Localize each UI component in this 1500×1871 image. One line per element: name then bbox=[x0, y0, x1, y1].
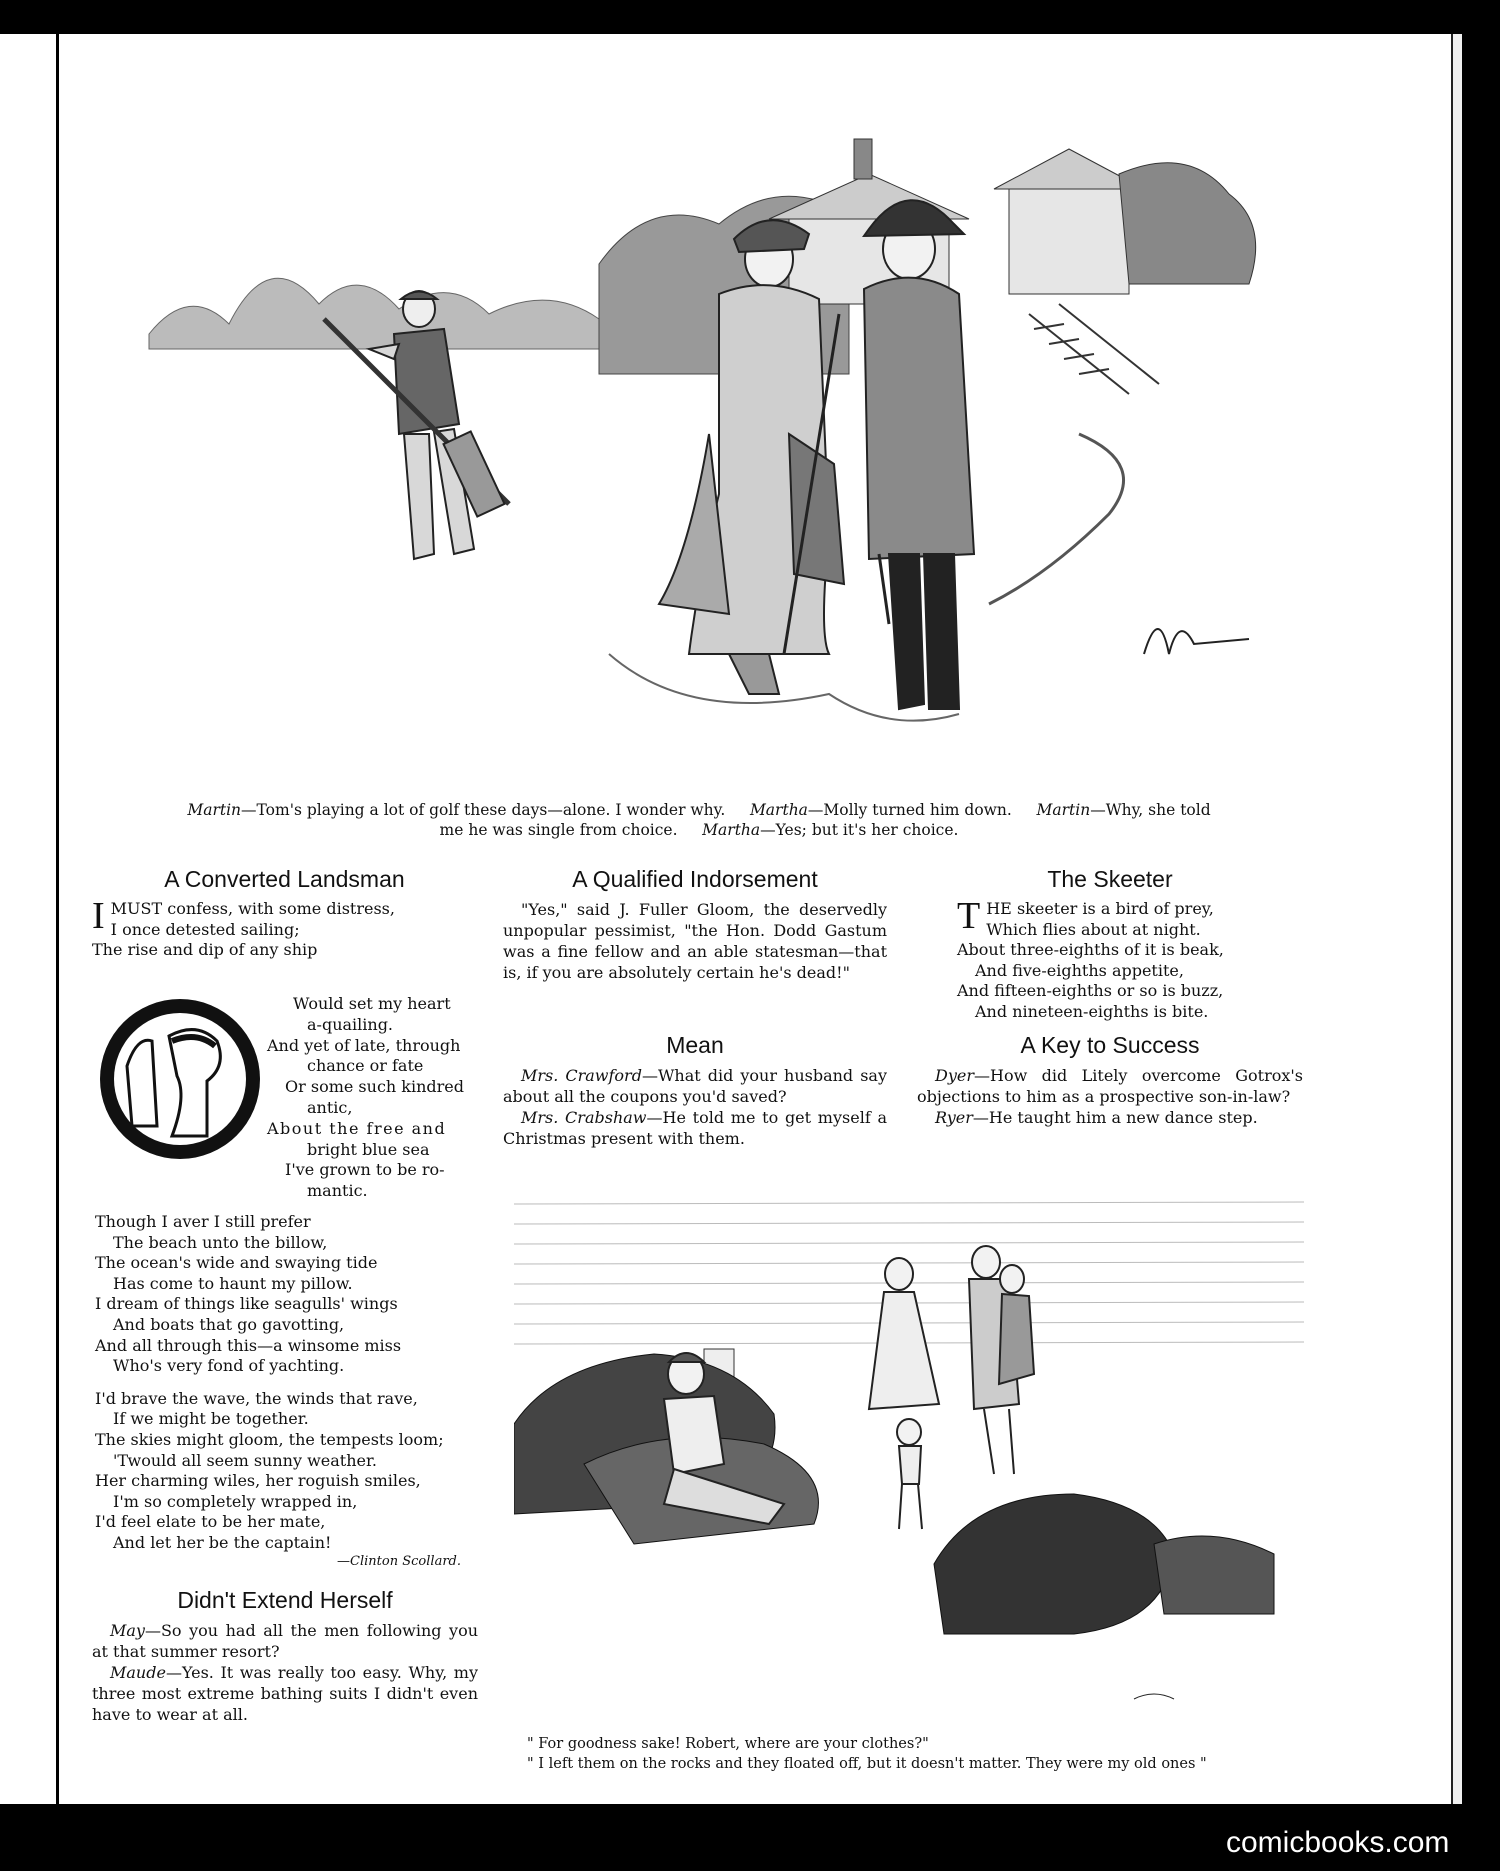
qualified-title: A Qualified Indorsement bbox=[572, 866, 818, 892]
landsman-stanza-3: I'd brave the wave, the winds that rave, If we might be together. The skies might gloom, the tempests loom; 'Twould all seem sunny weather. Her charming wiles, her roguish smiles, I'm so completely wrapped in, I'd feel elate to be her mate, And let her be the captain! bbox=[95, 1388, 444, 1552]
landsman-stanza-2: Though I aver I still prefer The beach unto the billow, The ocean's wide and swaying tide Has come to haunt my pillow. I dream of things like seagulls' wings And boats that go gavotting, And all through this—a winsome miss Who's very fond of yachting. bbox=[95, 1212, 402, 1376]
site-watermark: comicbooks.com bbox=[1226, 1826, 1450, 1859]
key-success-article bbox=[917, 1032, 1303, 1128]
medallion-illustration bbox=[97, 996, 263, 1166]
converted-landsman-article bbox=[92, 866, 477, 961]
landsman-wrapped-lines: Would set my heart a-quailing. And yet of late, through chance or fate Or some such kindred antic, About the free and bright blue sea I've grown to be ro- mantic. bbox=[267, 994, 465, 1201]
caption-line-2: me he was single from choice. Martha—Yes; but it's her choice. bbox=[439, 821, 959, 839]
didnt-extend-p1: May—So you had all the men following you at that summer resort? bbox=[92, 1621, 478, 1661]
mean-article bbox=[503, 1032, 887, 1149]
golf-illustration bbox=[129, 134, 1379, 814]
golf-caption bbox=[114, 800, 1284, 840]
landsman-dropcap: I bbox=[92, 895, 105, 937]
caption-line-1: Martin—Tom's playing a lot of golf these days—alone. I wonder why. Martha—Molly turned him down. Martin—Why, she told bbox=[187, 801, 1211, 819]
didnt-extend-title: Didn't Extend Herself bbox=[177, 1587, 393, 1613]
beach-caption: " For goodness sake! Robert, where are your clothes?" " I left them on the rocks and they floated off, but it doesn't matter. They were my old ones " bbox=[527, 1736, 1207, 1772]
mean-title: Mean bbox=[666, 1032, 724, 1058]
didnt-extend-article bbox=[92, 1587, 478, 1725]
landsman-attribution: —Clinton Scollard. bbox=[337, 1553, 461, 1569]
skeeter-article bbox=[917, 866, 1303, 1023]
qualified-text: "Yes," said J. Fuller Gloom, the deservedly unpopular pessimist, "the Hon. Dodd Gastum was a fine fellow and an able statesman—that is, if you are absolutely certain he's dead!" bbox=[503, 900, 887, 982]
page-edge bbox=[1451, 34, 1462, 1804]
beach-illustration bbox=[514, 1184, 1304, 1724]
mean-p2: Mrs. Crabshaw—He told me to get myself a Christmas present with them. bbox=[503, 1108, 887, 1148]
skeeter-title: The Skeeter bbox=[1047, 866, 1173, 892]
converted-landsman-title: A Converted Landsman bbox=[164, 866, 405, 892]
didnt-extend-p2: Maude—Yes. It was really too easy. Why, my three most extreme bathing suits I didn't even have to wear at all. bbox=[92, 1663, 478, 1724]
key-success-p1: Dyer—How did Litely overcome Gotrox's objections to him as a prospective son-in-law? bbox=[917, 1066, 1303, 1106]
skeeter-dropcap: T bbox=[957, 895, 981, 937]
landsman-later-stanzas bbox=[95, 1212, 475, 1569]
magazine-page bbox=[59, 34, 1451, 1804]
key-success-p2: Ryer—He taught him a new dance step. bbox=[935, 1108, 1258, 1127]
mean-p1: Mrs. Crawford—What did your husband say about all the coupons you'd saved? bbox=[503, 1066, 888, 1106]
previous-page-edge bbox=[0, 34, 56, 1804]
landsman-stanza-1: I MUST confess, with some distress, I once detested sailing; The rise and dip of any ship bbox=[92, 895, 395, 960]
key-success-title: A Key to Success bbox=[1020, 1032, 1200, 1058]
qualified-indorsement-article bbox=[503, 866, 887, 983]
skeeter-poem: T HE skeeter is a bird of prey, Which flies about at night. About three-eighths of it is beak, And five-eighths appetite, And fifteen-eighths or so is buzz, And nineteen-eighths is bite. bbox=[957, 895, 1224, 1021]
